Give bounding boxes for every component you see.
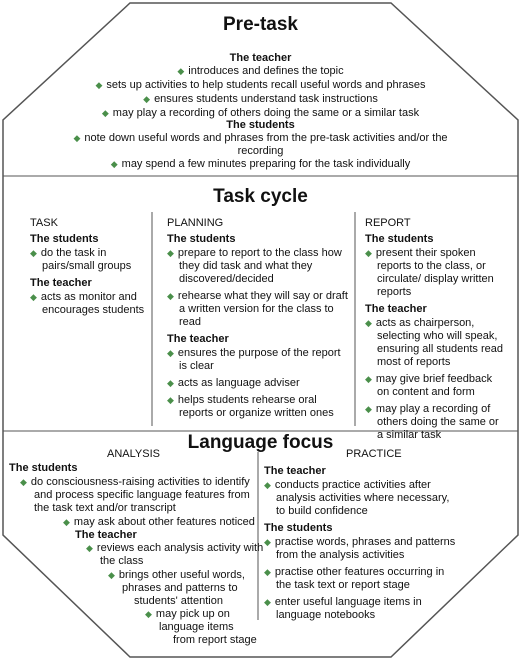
practice-heading: PRACTICE	[346, 448, 402, 460]
taskcycle-title: Task cycle	[213, 186, 308, 207]
task-students-item: ◆ do the task in pairs/small groups	[30, 247, 132, 272]
bullet-icon: ◆	[30, 248, 37, 258]
pretask-students-header: The students	[226, 119, 295, 131]
report-heading: REPORT	[365, 217, 411, 229]
bullet-icon: ◆	[365, 318, 372, 328]
analysis-item: ◆ do consciousness-raising activities to identify and process specific language features from the task text and/or transcript	[20, 476, 250, 514]
pretask-teacher-item: ◆ may play a recording of others doing the same or a similar task	[101, 107, 420, 119]
bullet-icon: ◆	[86, 543, 93, 553]
report-teacher-header: The teacher	[365, 303, 427, 315]
bullet-icon: ◆	[167, 348, 174, 358]
bullet-icon: ◆	[30, 292, 37, 302]
pretask-students-item: ◆ may spend a few minutes preparing for the task individually	[110, 158, 411, 170]
planning-students-item: ◆ prepare to report to the class how they did task and what they discovered/decided	[167, 247, 342, 285]
bullet-icon: ◆	[264, 567, 271, 577]
planning-teacher-header: The teacher	[167, 333, 229, 345]
bullet-icon: ◆	[20, 477, 27, 487]
pretask-teacher-item: ◆ ensures students understand task instructions	[143, 93, 378, 105]
practice-students-item: ◆ practise other features occurring in the task text or report stage	[264, 566, 445, 591]
planning-heading: PLANNING	[167, 217, 224, 229]
pretask-students-item-cont: recording	[237, 145, 284, 157]
bullet-icon: ◆	[145, 609, 152, 619]
bullet-icon: ◆	[264, 597, 271, 607]
planning-students-header: The students	[167, 233, 236, 245]
bullet-icon: ◆	[177, 66, 185, 76]
analysis-students-header: The students	[9, 462, 78, 474]
practice-students-item: ◆ practise words, phrases and patterns from the analysis activities	[264, 536, 456, 561]
task-teacher-item: ◆ acts as monitor and encourages students	[30, 291, 145, 316]
analysis-heading: ANALYSIS	[107, 448, 160, 460]
bullet-icon: ◆	[365, 404, 372, 414]
bullet-icon: ◆	[167, 291, 174, 301]
bullet-icon: ◆	[167, 395, 174, 405]
analysis-item: ◆ may ask about other features noticed	[63, 516, 255, 528]
bullet-icon: ◆	[101, 108, 109, 118]
pretask-title: Pre-task	[223, 14, 298, 35]
report-students-header: The students	[365, 233, 434, 245]
practice-teacher-header: The teacher	[264, 465, 326, 477]
task-heading: TASK	[30, 217, 58, 229]
pretask-teacher-item: ◆ sets up activities to help students recall useful words and phrases	[95, 79, 426, 91]
planning-teacher-item: ◆ acts as language adviser	[167, 377, 300, 389]
report-students-item: ◆ present their spoken reports to the class, or circulate/ display written reports	[365, 247, 494, 298]
planning-column	[167, 213, 349, 424]
pretask-students-item: ◆ note down useful words and phrases from the pre-task activities and/or the	[73, 132, 448, 144]
bullet-icon: ◆	[63, 517, 70, 527]
report-teacher-item: ◆ acts as chairperson, selecting who will speak, ensuring all students read most of reports	[365, 317, 503, 368]
analysis-item: ◆ brings other useful words, phrases and patterns to students' attention	[108, 569, 245, 607]
bullet-icon: ◆	[264, 537, 271, 547]
task-teacher-header: The teacher	[30, 277, 92, 289]
analysis-item: ◆ reviews each analysis activity with the class	[86, 542, 264, 567]
report-teacher-item: ◆ may give brief feedback on content and form	[365, 373, 493, 398]
bullet-icon: ◆	[73, 133, 81, 143]
bullet-icon: ◆	[167, 248, 174, 258]
bullet-icon: ◆	[110, 159, 118, 169]
task-column	[30, 213, 148, 321]
practice-students-header: The students	[264, 522, 333, 534]
report-teacher-item: ◆ may play a recording of others doing the same or a similar task	[365, 403, 499, 441]
bullet-icon: ◆	[143, 94, 151, 104]
bullet-icon: ◆	[264, 480, 271, 490]
practice-column	[264, 448, 459, 626]
practice-students-item: ◆ enter useful language items in language notebooks	[264, 596, 422, 621]
pretask-teacher-item: ◆ introduces and defines the topic	[177, 65, 344, 77]
bullet-icon: ◆	[167, 378, 174, 388]
analysis-teacher-header: The teacher	[75, 529, 137, 541]
bullet-icon: ◆	[95, 80, 103, 90]
bullet-icon: ◆	[365, 248, 372, 258]
planning-students-item: ◆ rehearse what they will say or draft a written version for the class to read	[167, 290, 348, 328]
pretask-teacher-header: The teacher	[229, 52, 292, 64]
bullet-icon: ◆	[365, 374, 372, 384]
analysis-item: ◆ may pick up on language items from report stage	[145, 608, 257, 646]
task-students-header: The students	[30, 233, 99, 245]
planning-teacher-item: ◆ helps students rehearse oral reports or organize written ones	[167, 394, 334, 419]
practice-teacher-item: ◆ conducts practice activities after analysis activities where necessary, to build confidence	[264, 479, 450, 517]
languagefocus-title: Language focus	[187, 432, 334, 453]
bullet-icon: ◆	[108, 570, 115, 580]
planning-teacher-item: ◆ ensures the purpose of the report is clear	[167, 347, 341, 372]
report-column	[365, 213, 505, 446]
